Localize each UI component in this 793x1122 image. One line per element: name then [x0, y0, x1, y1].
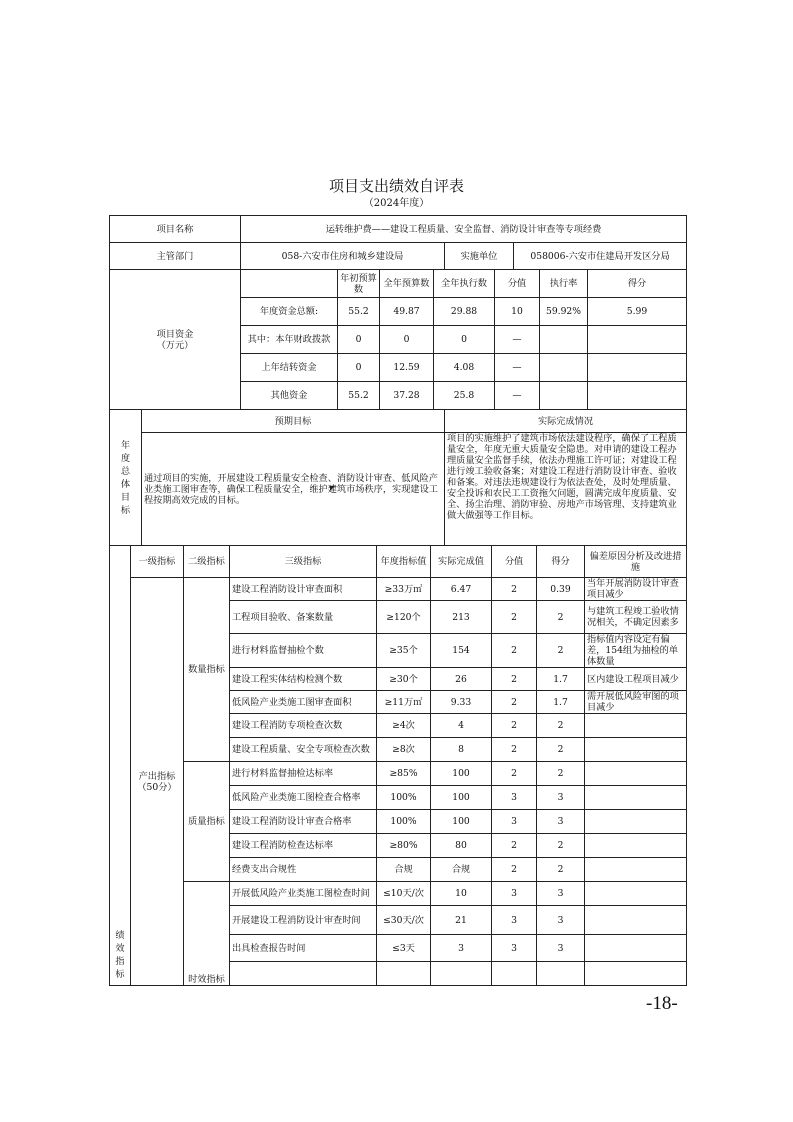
dept-value: 058-六安市住房和城乡建设局 [241, 243, 445, 270]
indicator-actual: 8 [431, 738, 492, 762]
indicator-score: 2 [492, 634, 537, 668]
indicator-row [110, 578, 687, 601]
indicator-note: 当年开展消防设计审查项目减少 [585, 578, 687, 601]
indicator-actual: 10 [431, 882, 492, 906]
funds-cell: 0 [338, 354, 380, 382]
indicator-note [585, 834, 687, 858]
indicator-score: 3 [492, 810, 537, 834]
indicator-note [585, 935, 687, 962]
indicator-note [585, 738, 687, 762]
expected-goal-header: 预期目标 [142, 410, 445, 433]
indicator-score: 2 [492, 691, 537, 714]
indicator-actual: 100 [431, 810, 492, 834]
indicator-note [585, 810, 687, 834]
indicator-got: 2 [537, 714, 585, 738]
indicator-target: ≥120个 [377, 601, 431, 634]
indicator-name: 建设工程质量、安全专项检查次数 [230, 738, 377, 762]
indicator-name: 开展低风险产业类施工图检查时间 [230, 882, 377, 906]
indicator-got [537, 962, 585, 986]
indicator-got: 2 [537, 762, 585, 786]
funds-cell [588, 382, 687, 410]
expected-goal-text: 通过项目的实施，开展建设工程质量安全检查、消防设计审查、低风险产业类施工图审查等，确保工程质量安全，维护建筑市场秩序，实现建设工程按期高效完成的目标。 [142, 433, 445, 546]
funds-row-name: 年度资金总额: [241, 298, 338, 326]
project-name-label: 项目名称 [110, 216, 241, 243]
funds-header: 分值 [495, 270, 540, 298]
indicator-name: 出具检查报告时间 [230, 935, 377, 962]
indicator-header: 二级指标 [184, 546, 230, 578]
funds-header: 全年预算数 [380, 270, 434, 298]
indicator-got: 2 [537, 738, 585, 762]
indicator-name: 低风险产业类施工图审查面积 [230, 691, 377, 714]
indicator-note: 区内建设工程项目减少 [585, 668, 687, 691]
funds-table [109, 269, 687, 410]
indicator-target: ≤30天/次 [377, 906, 431, 935]
indicator-got: 0.39 [537, 578, 585, 601]
indicator-target: ≥30个 [377, 668, 431, 691]
indicator-score: 2 [492, 578, 537, 601]
indicator-name: 开展建设工程消防设计审查时间 [230, 906, 377, 935]
funds-cell: 25.8 [434, 382, 495, 410]
indicator-header: 偏差原因分析及改进措施 [585, 546, 687, 578]
actual-result-header: 实际完成情况 [445, 410, 687, 433]
level2-label: 质量指标 [184, 762, 230, 882]
funds-cell: 55.2 [338, 298, 380, 326]
funds-header-blank [241, 270, 338, 298]
indicator-target: ≥11万㎡ [377, 691, 431, 714]
indicator-actual: 100 [431, 786, 492, 810]
indicator-score [492, 962, 537, 986]
indicator-actual: 3 [431, 935, 492, 962]
indicator-target: ≥35个 [377, 634, 431, 668]
indicator-name: 建设工程消防专项检查次数 [230, 714, 377, 738]
goals-side-label: 年度总体目标 [120, 439, 131, 516]
indicator-score: 2 [492, 668, 537, 691]
indicator-target: ≥4次 [377, 714, 431, 738]
indicator-got: 2 [537, 834, 585, 858]
indicator-actual: 213 [431, 601, 492, 634]
indicator-header: 三级指标 [230, 546, 377, 578]
indicator-target: ≥33万㎡ [377, 578, 431, 601]
indicator-score: 3 [492, 935, 537, 962]
funds-header: 全年执行数 [434, 270, 495, 298]
project-info-table [109, 215, 687, 270]
indicator-note [585, 786, 687, 810]
indicator-name: 建设工程消防设计审查面积 [230, 578, 377, 601]
page-title: 项目支出绩效自评表 [328, 177, 464, 195]
indicator-got: 3 [537, 786, 585, 810]
funds-cell: 0 [434, 326, 495, 354]
indicator-target: 合规 [377, 858, 431, 882]
indicator-target [377, 962, 431, 986]
indicator-name: 进行材料监督抽检个数 [230, 634, 377, 668]
indicator-note [585, 714, 687, 738]
indicator-header: 年度指标值 [377, 546, 431, 578]
funds-header: 得分 [588, 270, 687, 298]
indicator-target: 100% [377, 810, 431, 834]
indicator-score: 2 [492, 858, 537, 882]
indicator-score: 2 [492, 714, 537, 738]
indicator-note: 与建筑工程竣工验收情况相关，不确定因素多 [585, 601, 687, 634]
unit-value: 058006-六安市住建局开发区分局 [514, 243, 687, 270]
indicator-got: 3 [537, 810, 585, 834]
funds-cell [540, 354, 588, 382]
indicator-actual [431, 962, 492, 986]
indicator-target: ≤3天 [377, 935, 431, 962]
indicator-note [585, 882, 687, 906]
indicator-got: 2 [537, 858, 585, 882]
indicator-header: 得分 [537, 546, 585, 578]
indicator-header: 分值 [492, 546, 537, 578]
indicator-note: 需开展低风险审图的项目减少 [585, 691, 687, 714]
indicator-name: 工程项目验收、备案数量 [230, 601, 377, 634]
indicator-got: 3 [537, 935, 585, 962]
funds-cell: 10 [495, 298, 540, 326]
indicator-actual: 80 [431, 834, 492, 858]
indicator-actual: 4 [431, 714, 492, 738]
dept-label: 主管部门 [110, 243, 241, 270]
actual-result-text: 项目的实施维护了建筑市场依法建设程序，确保了工程质量安全，年度无重大质量安全隐患。对申请的建设工程办理质量安全监督手续，依法办理施工许可证；对建设工程进行竣工验收备案；对建设工程进行消防设计审查、验收和备案。对违法违规建设行为依法查处，及时处理质量、安全投诉和农民工工资拖欠问题，圆满完成年度质量、安全、扬尘治理、消防审验、房地产市场管理、支持建筑业做大做强等工作目标。 [445, 433, 687, 546]
funds-cell: — [495, 354, 540, 382]
indicator-name [230, 962, 377, 986]
indicators-side-label-cell [110, 546, 131, 986]
indicator-name: 建设工程消防设计审查合格率 [230, 810, 377, 834]
indicator-score: 2 [492, 738, 537, 762]
indicator-score: 2 [492, 762, 537, 786]
evaluation-table [109, 215, 686, 985]
funds-cell: 55.2 [338, 382, 380, 410]
indicator-note [585, 962, 687, 986]
indicator-score: 3 [492, 906, 537, 935]
indicator-header: 实际完成值 [431, 546, 492, 578]
indicator-target: ≥8次 [377, 738, 431, 762]
unit-label: 实施单位 [445, 243, 514, 270]
level1-cell [131, 578, 184, 986]
indicator-actual: 合规 [431, 858, 492, 882]
indicator-target: ≥85% [377, 762, 431, 786]
indicator-actual: 100 [431, 762, 492, 786]
indicator-actual: 21 [431, 906, 492, 935]
level1-label: 产出指标 [138, 770, 176, 782]
funds-cell: — [495, 382, 540, 410]
indicator-actual: 6.47 [431, 578, 492, 601]
funds-cell: 59.92% [540, 298, 588, 326]
funds-cell: 4.08 [434, 354, 495, 382]
funds-cell: — [495, 326, 540, 354]
indicator-note [585, 858, 687, 882]
indicator-name: 建设工程消防检查达标率 [230, 834, 377, 858]
funds-cell: 29.88 [434, 298, 495, 326]
funds-label-cell [110, 270, 241, 410]
funds-label: 项目资金 [156, 328, 194, 340]
funds-row-name: 其他资金 [241, 382, 338, 410]
funds-cell: 37.28 [380, 382, 434, 410]
indicators-table [109, 545, 687, 986]
indicator-row [110, 762, 687, 786]
funds-header: 执行率 [540, 270, 588, 298]
indicator-score: 2 [492, 834, 537, 858]
indicator-header: 一级指标 [131, 546, 184, 578]
indicator-note: 指标值内容设定有偏差，154组为抽检的单体数量 [585, 634, 687, 668]
funds-header: 年初预算数 [338, 270, 380, 298]
page-number: -18- [646, 993, 678, 1014]
indicator-got: 3 [537, 882, 585, 906]
indicator-actual: 9.33 [431, 691, 492, 714]
funds-row-name: 上年结转资金 [241, 354, 338, 382]
indicators-side-label: 绩效指标 [115, 930, 125, 980]
funds-row-name: 其中：本年财政拨款 [241, 326, 338, 354]
indicator-actual: 154 [431, 634, 492, 668]
funds-cell [540, 382, 588, 410]
funds-cell [540, 326, 588, 354]
page-subtitle: （2024年度） [363, 198, 430, 209]
indicator-target: ≥80% [377, 834, 431, 858]
indicator-score: 2 [492, 601, 537, 634]
indicator-got: 2 [537, 634, 585, 668]
indicator-name: 经费支出合规性 [230, 858, 377, 882]
project-name-value: 运转维护费——建设工程质量、安全监督、消防设计审查等专项经费 [241, 216, 687, 243]
funds-cell [588, 354, 687, 382]
indicator-note [585, 762, 687, 786]
indicator-target: ≤10天/次 [377, 882, 431, 906]
indicator-name: 低风险产业类施工图检查合格率 [230, 786, 377, 810]
level2-label: 数量指标 [184, 578, 230, 762]
funds-unit: （万元） [156, 339, 194, 351]
funds-cell: 0 [380, 326, 434, 354]
indicator-got: 1.7 [537, 668, 585, 691]
indicator-actual: 26 [431, 668, 492, 691]
level1-score: （50分） [137, 781, 177, 793]
funds-cell [588, 326, 687, 354]
goals-table [109, 409, 687, 546]
goals-side-label-cell [110, 410, 142, 546]
indicator-score: 3 [492, 786, 537, 810]
indicator-name: 进行材料监督抽检达标率 [230, 762, 377, 786]
indicator-got: 1.7 [537, 691, 585, 714]
level2-label: 时效指标 [184, 882, 230, 986]
indicator-note [585, 906, 687, 935]
funds-cell: 0 [338, 326, 380, 354]
indicator-got: 2 [537, 601, 585, 634]
indicator-name: 建设工程实体结构检测个数 [230, 668, 377, 691]
funds-cell: 49.87 [380, 298, 434, 326]
indicator-score: 3 [492, 882, 537, 906]
indicator-target: 100% [377, 786, 431, 810]
indicator-row [110, 882, 687, 906]
cell-comment-marker [330, 486, 335, 491]
funds-cell: 12.59 [380, 354, 434, 382]
funds-cell: 5.99 [588, 298, 687, 326]
indicator-got: 3 [537, 906, 585, 935]
